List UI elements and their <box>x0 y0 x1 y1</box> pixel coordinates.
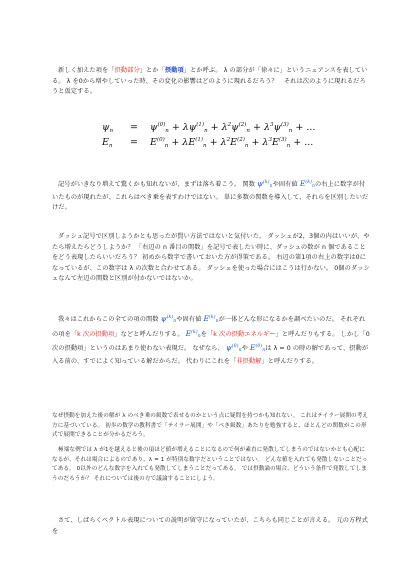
divergence-note-paragraph <box>52 446 370 484</box>
equals-sign: = <box>130 137 138 148</box>
highlight-term: k 次の摂動エネルギー <box>213 330 276 338</box>
energy-rhs: $E^{(0)}_n + \lambda E^{(1)}_n + \lambda^2E^{(2)}_n + \lambda^3E^{(3)}_n$ + ... <box>150 137 314 149</box>
text-run: 」とか「 <box>139 67 165 74</box>
notation-paragraph <box>52 178 370 214</box>
expansion-equations <box>102 122 342 152</box>
psi-rhs: $\psi^{(0)}_n + \lambda\psi^{(1)}_n + \lambda^2\psi^{(2)}_n + \lambda^3\psi^{(3)}_n$ + ... <box>150 122 316 134</box>
text-run: 」などと呼んだりする。 <box>114 330 184 338</box>
text-run: 」と呼んだりもする。 しかし「0 次の摂動項」というのはあまり使わない表現だ。 なぜなら、 <box>52 330 370 353</box>
energy-expansion <box>102 137 342 152</box>
text-run: さて、しばらくベクトル表現についての説明が留守になっていたが、こちらも同じことが言える。 元の方程式を <box>52 517 368 535</box>
equals-sign: = <box>130 122 138 133</box>
highlight-term: 摂動部分 <box>114 67 140 74</box>
psi-zero-symbol: $\psi^{(0)}_n$ <box>225 343 242 354</box>
text-run: や固有値 <box>176 316 202 323</box>
highlight-term: 非摂動解 <box>236 357 262 365</box>
taylor-note-paragraph <box>52 412 370 441</box>
perturbation-terms-paragraph <box>52 313 370 367</box>
energy-k-symbol: $E^{(k)}_n$ <box>185 328 201 339</box>
text-run: 記号がいきなり増えて驚くかも知れないが、まずは落ち着こう。 関数 <box>58 181 255 188</box>
text-run: は λ = 0 の時の解であって、摂動が入る前の、すでによく知っている解だからだ。 代わりにこれを「 <box>52 345 369 365</box>
text-run: や固有値 <box>272 181 298 188</box>
text-run: 」とか呼ぶ。 λ の部分が「徐々に」というニュアンスを表している。 λ を0から増やしていった時、その変化の影響はどのように現れるだろう？ それは次のように現れるだろうと仮定する。 <box>52 67 368 96</box>
text-run: が一体どんな形になるかを調べたいのだ。 それぞれの項を「 <box>52 316 366 338</box>
energy-k-symbol: $E^{(k)}_n$ <box>203 314 219 324</box>
psi-expansion <box>102 122 342 137</box>
text-run: 我々はこれからこの全ての項の関数 <box>58 316 159 323</box>
text-run: 新しく加えた項を「 <box>58 67 115 74</box>
dash-notation-paragraph <box>52 232 370 285</box>
psi-lhs: $\psi_n$ <box>102 122 113 134</box>
intro-paragraph <box>52 66 370 98</box>
energy-zero-symbol: $E^{(0)}_n$ <box>249 343 266 354</box>
highlight-term: 摂動項 <box>164 67 184 74</box>
psi-superscript-symbol: $\psi^{(k)}_n$ <box>257 179 273 189</box>
text-run: の右上に数字が付いたものが現れたが、これらはべき乗を表すわけではない。 単に多数の関数を導入して、それらを区別したいだけだ。 <box>52 181 369 212</box>
highlight-term: k 次の摂動項 <box>77 330 115 338</box>
text-run: なぜ摂動を加えた後の解が λ のべき乗の級数で表せるのかという点に疑問を持つかも知れない。 これはテイラー展開の考え方に基づいている。 初歩の数学の教科書で「テイラー展開」や「べき級数」あたりを勉強すると、ほとんどの関数がこの形式で展開できることが分かるだろう。 <box>52 413 369 439</box>
text-run: や <box>241 345 248 353</box>
text-run: を「 <box>200 330 214 338</box>
psi-k-symbol: $\psi^{(k)}_n$ <box>160 314 177 324</box>
text-run: 」と呼んだりする。 <box>261 357 319 365</box>
vector-representation-paragraph <box>52 516 370 537</box>
energy-lhs: $E_n$ <box>102 137 113 149</box>
text-run: 極端な例では λ が1を越えると後の項ほど値が増えることになるので何が素直に発散してしまうのではないかとも心配になるが、それは場合によるのであり、λ = 1 が特別な数字だということではない。 どんな値を入れても発散しないことだってある。 0以外のどんな数字を入れても発散してしまうことだってある。 では摂動論の場合、どういう条件で発散してしまうのだろうか？ それについては後の方で議論することにしよう。 <box>52 447 368 482</box>
energy-superscript-symbol: $E^{(k)}_n$ <box>299 179 315 189</box>
text-run: ダッシュ記号で区別しようかとも思ったが賢い方法ではないと気付いた。 ダッシュが2，3個の内はいいが、やたら増えたらどうしようか？ 「右辺の n 番目の関数」を記号で表したい時に、ダッシュの数が n 個であることをどう表現したらいいだろう？ 初めから数字で書いておいた方が得策である。 右辺の第1項の右上の数字は0になっているが、この数字は λ の次数と合わせてある。 ダッシュを使った場合にはこうは行かない。 0個のダッシュなんて左辺の関数と区別が付かないではないか。 <box>52 233 370 283</box>
